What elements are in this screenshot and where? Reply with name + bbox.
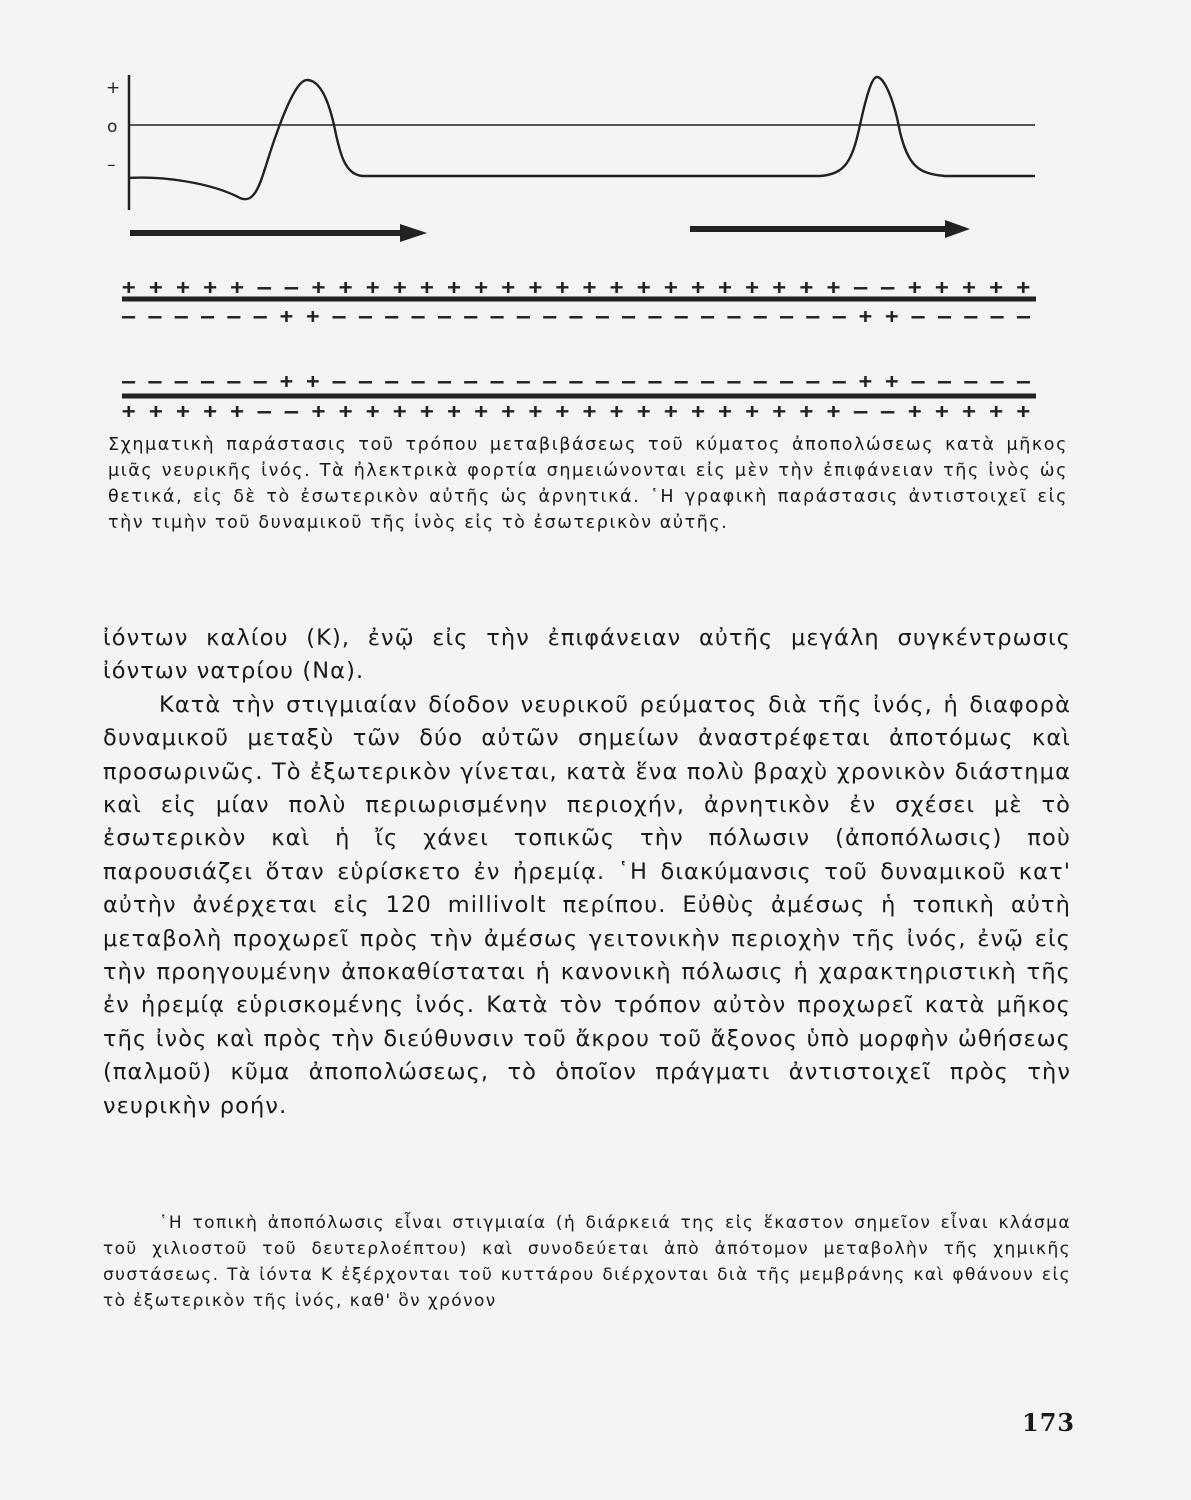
small-paragraph: ῾Η τοπικὴ ἀποπόλωσις εἶναι στιγμιαία (ἡ διάρκειά της εἰς ἕκαστον σημεῖον εἶναι κλάσμα τοῦ χιλιοστοῦ τοῦ δευτερλοέπτου) καὶ συνοδεύεται ἀπὸ ἀπότομον μεταβολὴν τῆς χημικῆς συστάσεως. Τὰ ἰόντα Κ ἐξέρχονται τοῦ κυττάρου διέρχονται διὰ τῆς μεμβράνης καὶ φθάνουν εἰς τὸ ἐξωτερικὸν τῆς ἰνός, καθ' ὃν χρόνον xyxy=(103,1213,1071,1311)
axis-label-plus: + xyxy=(106,78,121,98)
arrow-head-left-icon xyxy=(400,224,427,242)
footnote-text xyxy=(103,1210,1071,1314)
arrow-head-right-icon xyxy=(945,220,970,238)
paragraph-continuation: ἰόντων καλίου (Κ), ἐνῷ εἰς τὴν ἐπιφάνειαν αὐτῆς μεγάλη συγκέντρωσις ἰόντων νατρίου (Να). xyxy=(103,625,1071,685)
depolarization-diagram xyxy=(100,70,1045,425)
main-text xyxy=(103,622,1071,1123)
page-number: 173 xyxy=(1022,1408,1076,1437)
outer-surface-charges-top: + + + + + – – + + + + + + + + + + + + + + + + + + + + – – + + + + + xyxy=(122,275,1030,299)
inner-charges-bottom: – – – – – – + + – – – – – – – – – – – – – – – – – – – – + + – – – – – xyxy=(122,369,1032,393)
outer-surface-charges-bottom: + + + + + – – + + + + + + + + + + + + + + + + + + + + – – + + + + + xyxy=(122,399,1030,423)
axis-label-minus: – xyxy=(107,155,116,175)
paragraph-nerve-impulse: Κατὰ τὴν στιγμιαίαν δίοδον νευρικοῦ ρεύματος διὰ τῆς ἰνός, ἡ διαφορὰ δυναμικοῦ μεταξὺ τῶν δύο αὐτῶν σημείων ἀναστρέφεται ἀποτόμως καὶ προσωρινῶς. Τὸ ἐξωτερικὸν γίνεται, κατὰ ἕνα πολὺ βραχὺ χρονικὸν διάστημα καὶ εἰς μίαν πολὺ περιωρισμένην περιοχήν, ἀρνητικὸν ἐν σχέσει μὲ τὸ ἐσωτερικὸν καὶ ἡ ἴς χάνει τοπικῶς τὴν πόλωσιν (ἀποπόλωσις) ποὺ παρουσιάζει ὅταν εὑρίσκετο ἐν ἠρεμίᾳ. ῾Η διακύμανσις τοῦ δυναμικοῦ κατ' αὐτὴν ἀνέρχεται εἰς 120 millivolt περίπου. Εὐθὺς ἀμέσως ἡ τοπικὴ αὐτὴ μεταβολὴ προχωρεῖ πρὸς τὴν ἀμέσως γειτονικὴν περιοχὴν τῆς ἰνός, ἐνῷ εἰς τὴν προηγουμένην ἀποκαθίσταται ἡ κανονικὴ πόλωσις ἡ χαρακτηριστικὴ τῆς ἐν ἠρεμίᾳ εὑρισκομένης ἰνός. Κατὰ τὸν τρόπον αὐτὸν προχωρεῖ κατὰ μῆκος τῆς ἰνὸς καὶ πρὸς τὴν διεύθυνσιν τοῦ ἄκρου τοῦ ἄξονος ὑπὸ μορφὴν ὠθήσεως (παλμοῦ) κῦμα ἀποπολώσεως, τὸ ὁποῖον πράγματι ἀντιστοιχεῖ πρὸς τὴν νευρικὴν ροήν. xyxy=(103,691,1071,1119)
action-potential-curve xyxy=(129,77,1035,199)
figure-caption: Σχηματικὴ παράστασις τοῦ τρόπου μεταβιβάσεως τοῦ κύματος ἀποπολώσεως κατὰ μῆκος μιᾶς νευρικῆς ἰνός. Τὰ ἠλεκτρικὰ φορτία σημειώνονται εἰς μὲν τὴν ἐπιφάνειαν τῆς ἰνὸς ὡς θετικά, εἰς δὲ τὸ ἐσωτερικὸν αὐτῆς ὡς ἀρνητικά. ῾Η γραφικὴ παράστασις ἀντιστοιχεῖ εἰς τὴν τιμὴν τοῦ δυναμικοῦ τῆς ἰνὸς εἰς τὸ ἐσωτερικὸν αὐτῆς. xyxy=(108,435,1068,533)
inner-charges-top: – – – – – – + + – – – – – – – – – – – – – – – – – – – – + + – – – – – xyxy=(122,304,1032,328)
axis-label-zero: o xyxy=(107,117,118,137)
